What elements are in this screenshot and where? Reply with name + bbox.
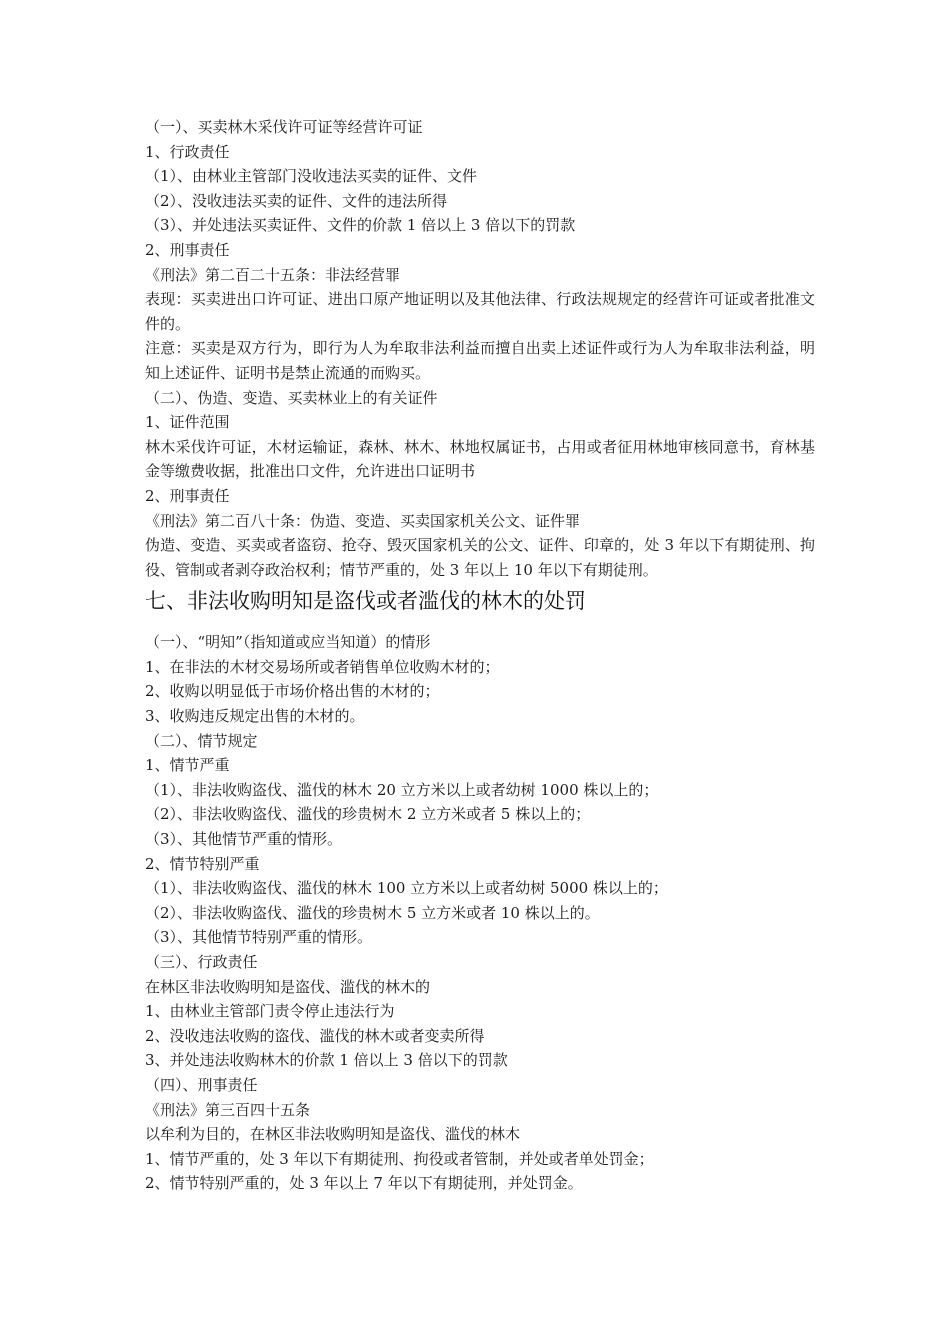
list-item: 1、情节严重的，处 3 年以下有期徒刑、拘役或者管制，并处或者单处罚金； [145,1149,654,1168]
subsection-heading: 2、情节特别严重 [145,854,260,873]
paragraph: 在林区非法收购明知是盗伐、滥伐的林木的 [145,977,431,996]
subsection-heading: 1、证件范围 [145,413,230,432]
section-heading: （三）、行政责任 [145,953,258,971]
paragraph: 林木采伐许可证，木材运输证，森林、林木、林地权属证书，占用或者征用林地审核同意书，育林基金等缴费收据，批准出口文件，允许进出口证明书 [145,437,815,481]
list-item: 3、并处违法收购林木的价款 1 倍以上 3 倍以下的罚款 [145,1051,508,1070]
subsection-heading: 2、刑事责任 [145,240,230,259]
list-item: （2）、非法收购盗伐、滥伐的珍贵树木 2 立方米或者 5 株以上的； [145,805,591,824]
list-item: （2）、非法收购盗伐、滥伐的珍贵树木 5 立方米或者 10 株以上的。 [145,903,600,922]
document-body [145,115,815,1196]
chapter-heading: 七、非法收购明知是盗伐或者滥伐的林木的处罚 [145,589,586,614]
list-item: （2）、没收违法买卖的证件、文件的违法所得 [145,191,448,210]
law-reference: 《刑法》第二百二十五条：非法经营罪 [145,265,401,284]
law-reference: 《刑法》第三百四十五条 [145,1100,311,1119]
list-item: （1）、由林业主管部门没收违法买卖的证件、文件 [145,167,478,186]
law-reference: 《刑法》第二百八十条：伪造、变造、买卖国家机关公文、证件罪 [145,511,581,530]
list-item: 1、由林业主管部门责令停止违法行为 [145,1002,395,1021]
paragraph: 表现：买卖进出口许可证、进出口原产地证明以及其他法律、行政法规规定的经营许可证或者批准文件的。 [145,290,815,333]
list-item: （3）、其他情节特别严重的情形。 [145,928,373,947]
list-item: （1）、非法收购盗伐、滥伐的林木 100 立方米以上或者幼树 5000 株以上的； [145,879,668,898]
subsection-heading: 1、情节严重 [145,756,230,775]
paragraph: 伪造、变造、买卖或者盗窃、抢夺、毁灭国家机关的公文、证件、印章的，处 3 年以下有期徒刑、拘役、管制或者剥夺政治权利；情节严重的，处 3 年以上 10 年以下有期徒刑。 [145,536,815,579]
list-item: （3）、并处违法买卖证件、文件的价款 1 倍以上 3 倍以下的罚款 [145,216,576,235]
list-item: 1、在非法的木材交易场所或者销售单位收购木材的； [145,657,500,676]
paragraph: 注意：买卖是双方行为，即行为人为牟取非法利益而擅自出卖上述证件或行为人为牟取非法利益，明知上述证件、证明书是禁止流通的而购买。 [145,339,815,382]
section-heading: （二）、伪造、变造、买卖林业上的有关证件 [145,388,438,407]
section-heading: （一）、“明知”（指知道或应当知道）的情形 [145,633,431,652]
section-heading: （二）、情节规定 [145,731,258,750]
section-heading: （四）、刑事责任 [145,1075,258,1094]
section-heading: （一）、买卖林木采伐许可证等经营许可证 [145,118,423,136]
list-item: 2、没收违法收购的盗伐、滥伐的林木或者变卖所得 [145,1026,485,1045]
list-item: 3、收购违反规定出售的木材的。 [145,707,365,726]
list-item: （1）、非法收购盗伐、滥伐的林木 20 立方米以上或者幼树 1000 株以上的； [145,780,659,799]
paragraph: 以牟利为目的，在林区非法收购明知是盗伐、滥伐的林木 [145,1125,521,1144]
list-item: 2、收购以明显低于市场价格出售的木材的； [145,682,440,701]
subsection-heading: 1、行政责任 [145,142,230,161]
subsection-heading: 2、刑事责任 [145,486,230,505]
list-item: （3）、其他情节严重的情形。 [145,830,343,849]
list-item: 2、情节特别严重的，处 3 年以上 7 年以下有期徒刑，并处罚金。 [145,1174,583,1193]
